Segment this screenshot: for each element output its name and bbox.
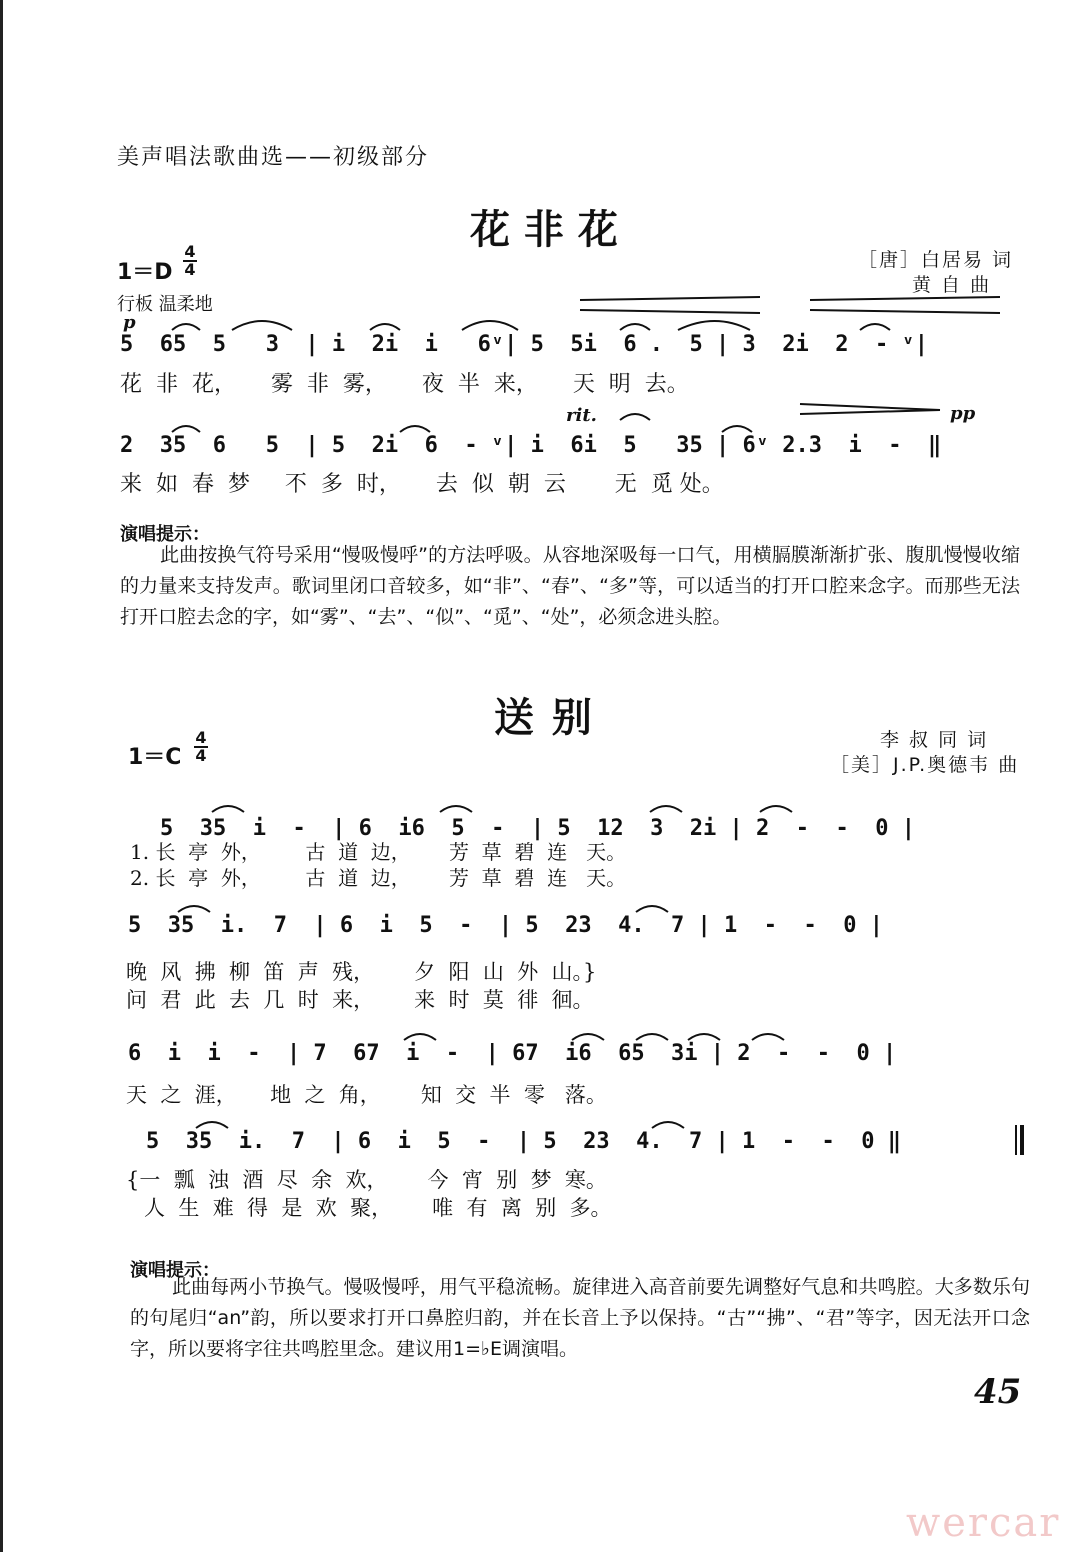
song2-lyrics-row-1-verse-2: 2. 长 亭 外， 古 道 边， 芳 草 碧 连 天。	[130, 866, 627, 890]
song2-title: 送 别	[494, 695, 594, 741]
song1-dynamic-p: p	[123, 312, 136, 333]
song2-lyrics-row-4-verse-1: {一 瓢 浊 酒 尽 余 欢， 今 宵 别 梦 寒。	[126, 1168, 607, 1192]
song1-dynamic-pp: pp	[950, 403, 976, 424]
final-barlines	[1016, 1125, 1022, 1155]
song2-tips-text: 此曲每两小节换气。慢吸慢呼，用气平稳流畅。旋律进入高音前要先调整好气息和共鸣腔。大多数乐句的句尾归“an”韵，所以要求打开口鼻腔归韵，并在长音上予以保持。“古”“拂”、“君”等字，因无法开口念字，所以要将字往共鸣腔里念。建议用1=♭E调演唱。	[130, 1276, 1030, 1360]
song2-notes-row-4: 5 35 i. 7 | 6 i 5 - | 5 23 4. 7 | 1 - - 0 ‖	[146, 1129, 901, 1154]
song1-lyrics-row-2: 来 如 春 梦 不 多 时， 去 似 朝 云 无 觅 处。	[120, 472, 724, 497]
song2-notes-row-3: 6 i i - | 7 67 i - | 67 i6 65 3i | 2 - - 0 |	[128, 1041, 897, 1066]
song2-lyricist: 李 叔 同 词	[880, 729, 989, 751]
song2-lyrics-row-3: 天 之 涯， 地 之 角， 知 交 半 零 落。	[126, 1083, 607, 1107]
song1-lyrics-row-1: 花 非 花， 雾 非 雾， 夜 半 来， 天 明 去。	[120, 372, 689, 397]
song1-composer: 黄 自 曲	[912, 274, 992, 296]
song1-notes-row-1: 5 65 5 3 | i 2i i 6ᵛ| 5 5i 6 . 5 | 3 2i 2 - ᵛ|	[120, 332, 928, 357]
song1-tips-heading: 演唱提示：	[120, 524, 210, 545]
song2-tips-heading: 演唱提示：	[130, 1260, 220, 1281]
song1-key: 1＝D	[117, 260, 173, 285]
song2-slurs	[178, 806, 792, 1128]
page-number: 45	[974, 1372, 1022, 1412]
song2-time-bottom: 4	[195, 746, 207, 765]
song1-dynamic-rit: rit.	[566, 405, 597, 426]
watermark: wercar	[906, 1500, 1061, 1546]
song1-slurs	[172, 321, 890, 432]
song1-hairpin-row-1	[580, 297, 1000, 313]
song2-composer: ［美］J.P.奥德韦 曲	[830, 754, 1020, 776]
song2-time-top: 4	[195, 728, 207, 747]
song1-time-top: 4	[184, 242, 196, 261]
running-header: 美声唱法歌曲选——初级部分	[117, 145, 430, 170]
song2-lyrics-row-2-verse-1: 晚 风 拂 柳 笛 声 残， 夕 阳 山 外 山。}	[126, 960, 597, 984]
song1-tips-text: 此曲按换气符号采用“慢吸慢呼”的方法呼吸。从容地深吸每一口气，用横膈膜渐渐扩张、腹肌慢慢收缩的力量来支持发声。歌词里闭口音较多，如“非”、“春”、“多”等，可以适当的打开口腔来念字。而那些无法打开口腔去念的字，如“雾”、“去”、“似”、“觅”、“处”，必须念进头腔。	[120, 544, 1020, 628]
song2-key: 1＝C	[128, 745, 182, 770]
song2-notes-row-1: 5 35 i - | 6 i6 5 - | 5 12 3 2i | 2 - - 0 |	[160, 816, 915, 841]
song1-tempo: 行板 温柔地	[117, 294, 213, 315]
song1-lyricist: ［唐］白居易 词	[858, 249, 1014, 271]
song2-lyrics-row-2-verse-2: 问 君 此 去 几 时 来， 来 时 莫 徘 徊。	[126, 988, 594, 1012]
song2-lyrics-row-4-verse-2: 人 生 难 得 是 欢 聚， 唯 有 离 别 多。	[144, 1196, 612, 1220]
song2-lyrics-row-1-verse-1: 1. 长 亭 外， 古 道 边， 芳 草 碧 连 天。	[130, 840, 627, 864]
song1-notes-row-2: 2 35 6 5 | 5 2i 6 - ᵛ| i 6i 5 35 | 6ᵛ 2.3 i - ‖	[120, 433, 942, 458]
song1-hairpin-row-2	[800, 404, 940, 414]
song1-time-bottom: 4	[184, 260, 196, 279]
song1-title: 花 非 花	[470, 207, 618, 253]
song2-notes-row-2: 5 35 i. 7 | 6 i 5 - | 5 23 4. 7 | 1 - - 0 |	[128, 913, 883, 938]
